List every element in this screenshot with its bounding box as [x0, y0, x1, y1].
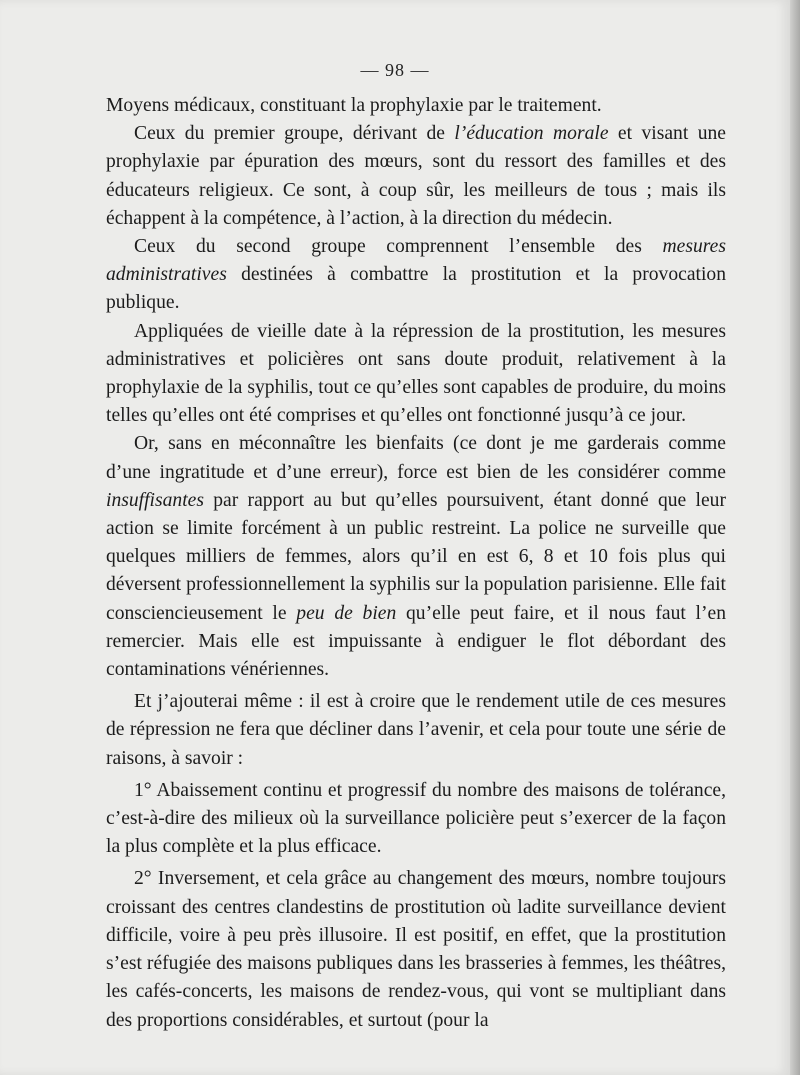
paragraph-5-text-a: Or, sans en méconnaître les bienfaits (ce dont je me garderais comme d’une ingratitude et d’une erreur), force est bien de les considérer comme — [106, 433, 726, 483]
paragraph-3-italic: mesures administratives — [106, 236, 726, 286]
paragraph-5-italic-2: peu de bien — [296, 602, 397, 624]
page-number: — 98 — — [360, 60, 430, 80]
paragraph-2-text-a: Ceux du premier groupe, dérivant de — [134, 123, 455, 145]
paragraph-5-italic-1: insuffisantes — [106, 489, 204, 511]
paragraph-3 — [106, 233, 726, 318]
paragraph-5 — [106, 430, 726, 684]
paragraph-2 — [106, 120, 726, 233]
page-body — [106, 92, 726, 1035]
paragraph-5-text-c: qu’elle peut faire, et il nous faut l’en remercier. Mais elle est impuissante à endiguer le flot débordant des contaminations vénériennes. — [106, 602, 727, 681]
paragraph-5-text-b: par rapport au but qu’elles poursuivent, étant donné que leur action se limite forcément à un public restreint. La police ne surveille que quelques milliers de femmes, alors qu’il en est 6, 8 et 10 fois plus qui déversent professionnellement la syphilis sur la population parisienne. Elle fait consciencieusement le — [106, 489, 726, 624]
paragraph-8: 2° Inversement, et cela grâce au changement des mœurs, nombre toujours croissant des centres clandestins de prostitution où ladite surveillance devient difficile, voire à peu près illusoire. Il est positif, en effet, que la prostitution s’est réfugiée des maisons publiques dans les brasseries à femmes, les théâtres, les cafés-concerts, les maisons de rendez-vous, qui vont se multipliant dans des proportions considérables, et surtout (pour la — [106, 868, 726, 1031]
paragraph-2-text-b: et visant une prophylaxie par épuration des mœurs, sont du ressort des familles et des éducateurs religieux. Ce sont, à coup sûr, les meilleurs de tous ; mais ils échappent à la compétence, à l’action, à la direction du médecin. — [106, 123, 726, 229]
paragraph-7: 1° Abaissement continu et progressif du nombre des maisons de tolérance, c’est-à-dire des milieux où la surveillance policière peut s’exercer de la façon la plus complète et la plus efficace. — [106, 779, 726, 858]
page-edge-shadow — [790, 0, 800, 1075]
paragraph-1: Moyens médicaux, constituant la prophylaxie par le traitement. — [106, 95, 602, 116]
paragraph-3-text-b: destinées à combattre la prostitution et la provocation publique. — [106, 264, 726, 314]
paragraph-6: Et j’ajouterai même : il est à croire que le rendement utile de ces mesures de répression ne fera que décliner dans l’avenir, et cela pour toute une série de raisons, à savoir : — [106, 691, 726, 769]
paragraph-4: Appliquées de vieille date à la répression de la prostitution, les mesures administratives et policières ont sans doute produit, relativement à la prophylaxie de la syphilis, tout ce qu’elles sont capables de produire, du moins telles qu’elles ont été comprises et qu’elles ont fonctionné jusqu’à ce jour. — [106, 320, 726, 427]
paragraph-3-text-a: Ceux du second groupe comprennent l’ensemble des — [134, 236, 663, 258]
paragraph-2-italic: l’éducation morale — [454, 123, 609, 145]
